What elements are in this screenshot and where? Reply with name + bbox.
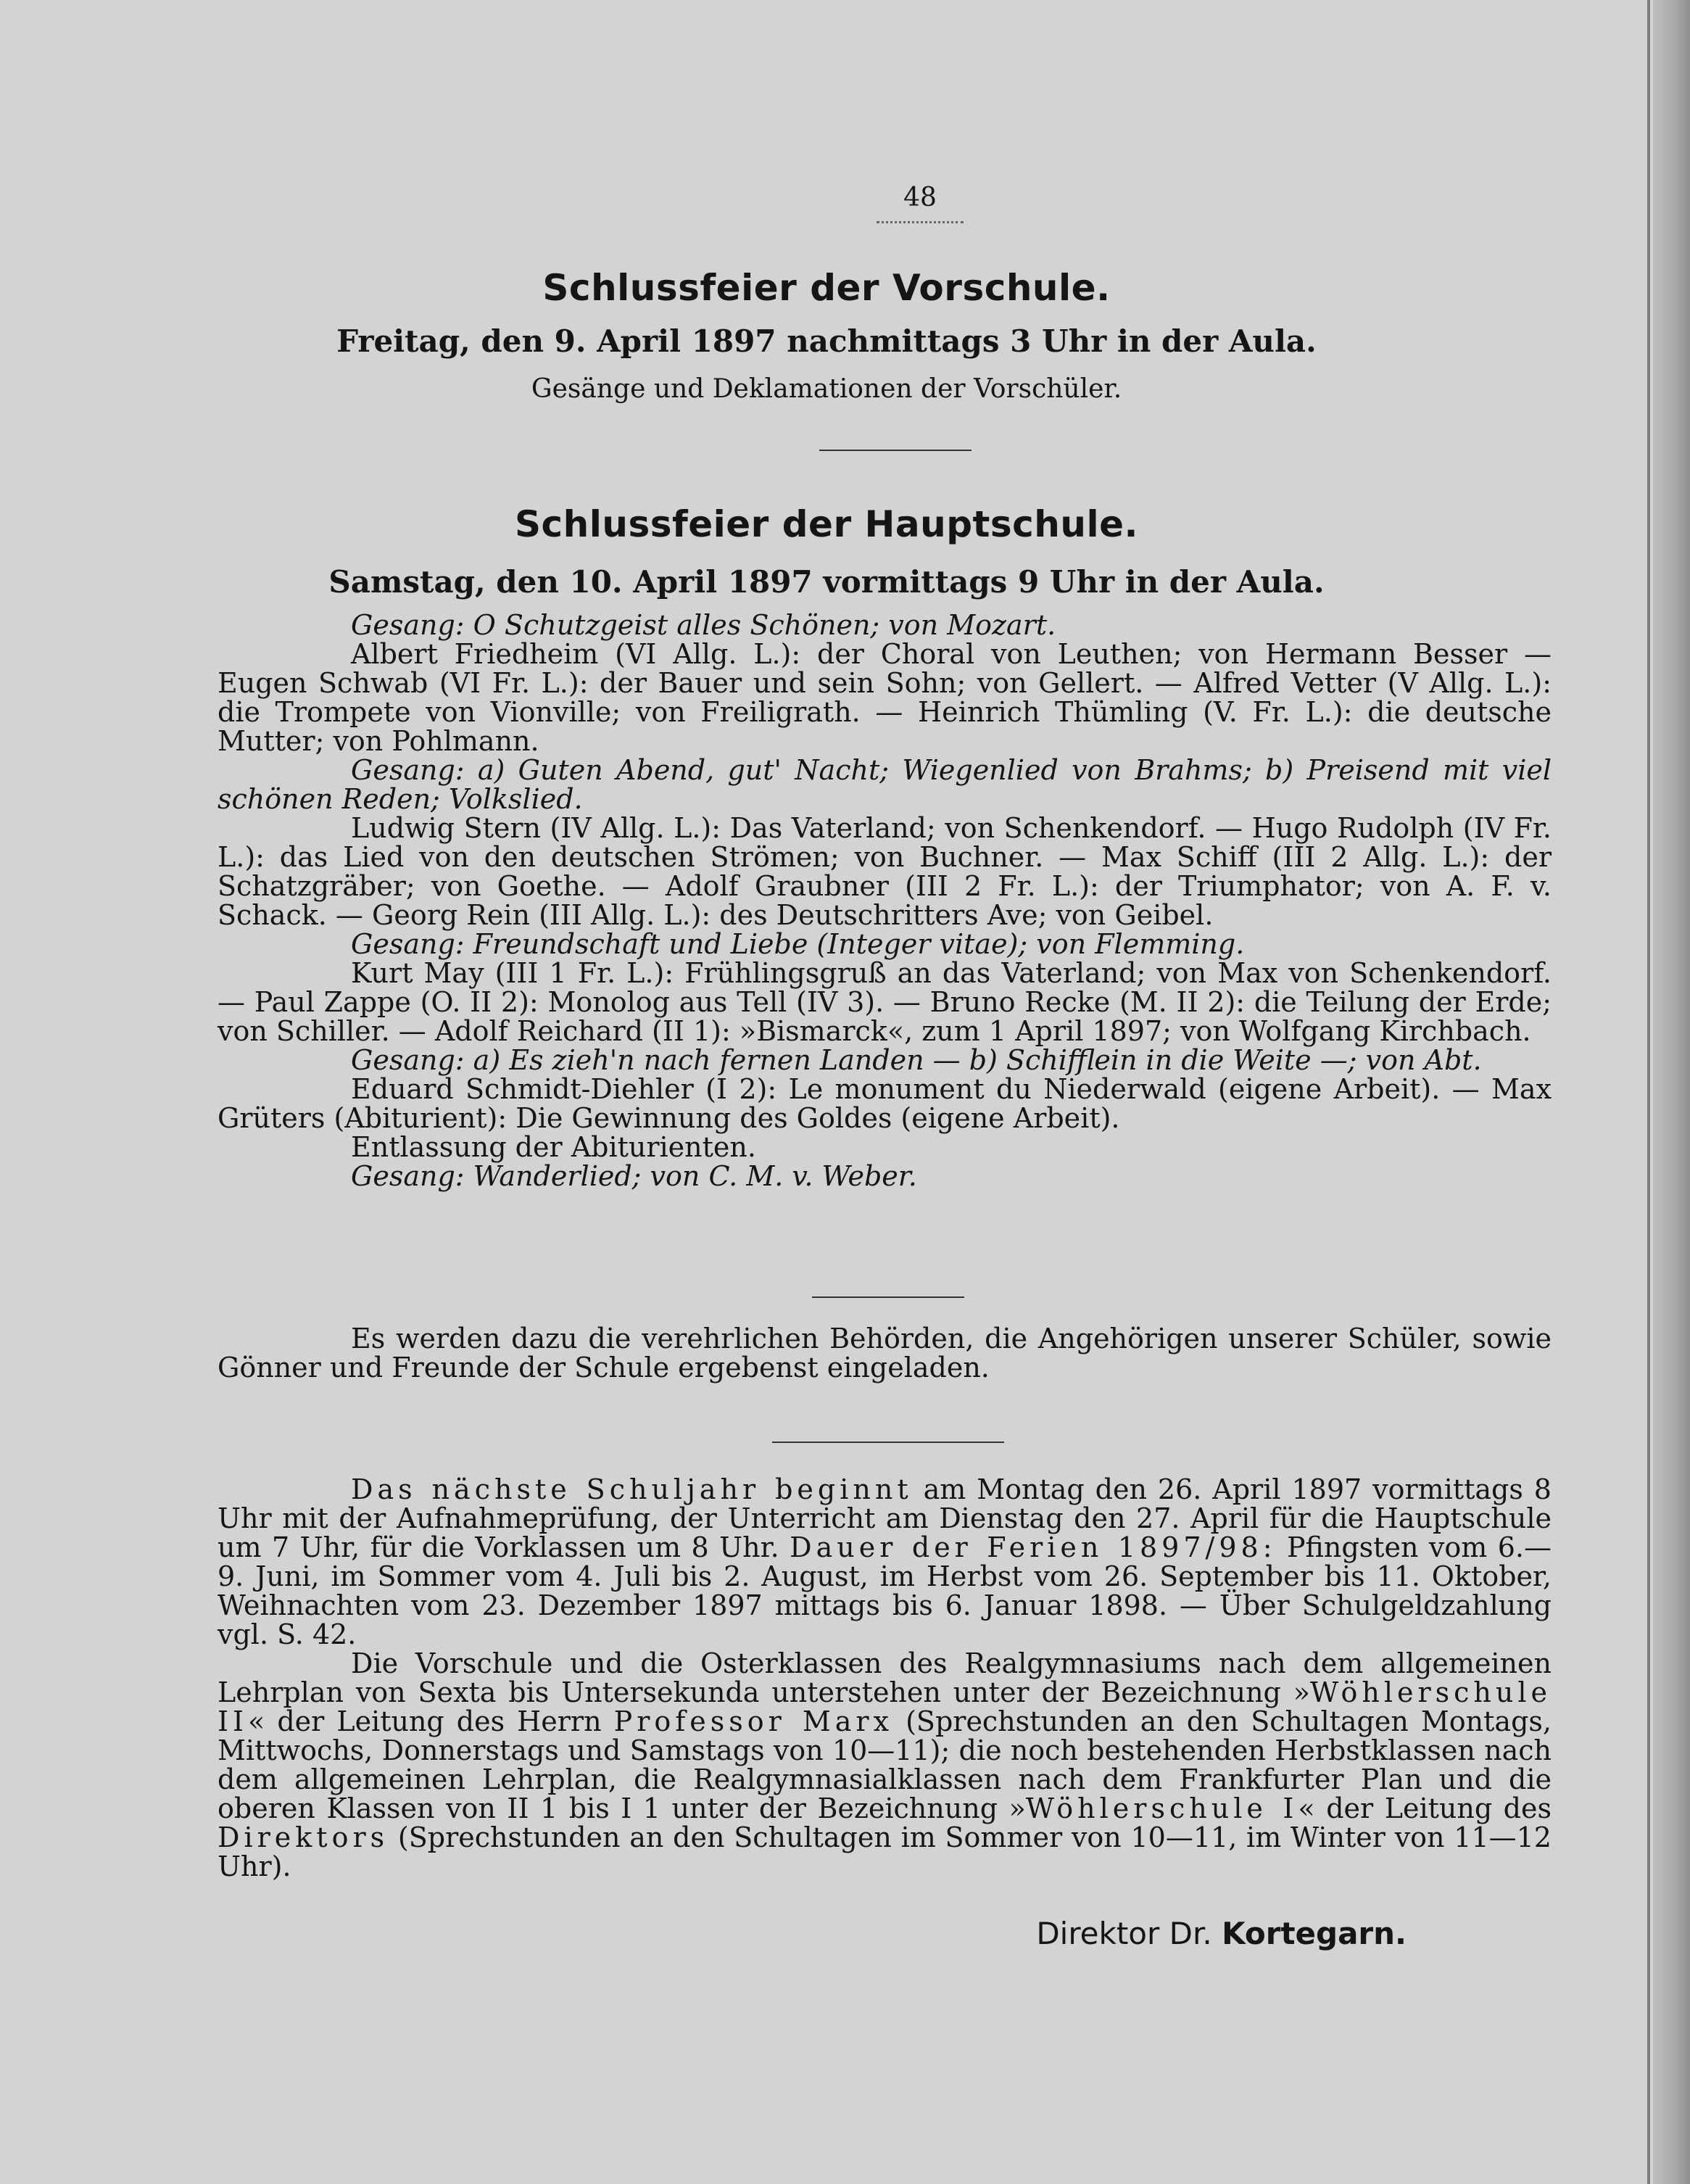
program-item: Gesang: O Schutzgeist alles Schönen; von Mozart. [351, 609, 1056, 641]
page-edge-line [1647, 0, 1650, 2184]
paragraph-text: Die Vorschule und die Osterklassen des Realgymnasiums nach dem allgemeinen Lehrplan von Sexta bis Untersekunda unterstehen unter der Bezeichnung » [218, 1647, 1552, 1708]
section-divider [772, 1441, 1004, 1443]
program-item: Gesang: a) Es zieh'n nach fernen Landen — b) Schifflein in die Weite —; von Abt. [351, 1044, 1482, 1076]
signature-name: Kortegarn. [1222, 1916, 1407, 1951]
page-number-ornament [877, 217, 964, 223]
paragraph-text: (Sprechstunden an den Schultagen Montags, Mittwochs, Donnerstags und Samstags von 10—11); die noch bestehenden Herbstklassen nach dem allgemeinen Lehrplan, die Realgymnasialklassen nach dem Frankfurter Plan und die oberen Klassen von II 1 bis I 1 unter der Bezeichnung » [218, 1705, 1552, 1824]
paragraph-text: am Montag den 26. April 1897 vormittags 8 Uhr mit der Aufnahmeprüfung, der Unterricht am Dienstag den 27. April für die Hauptschule um 7 Uhr, für die Vorklassen um 8 Uhr. [218, 1473, 1552, 1563]
schuljahr-paragraph [218, 1475, 1552, 1649]
program-item: Albert Friedheim (VI Allg. L.): der Choral von Leuthen; von Hermann Besser — Eugen Schwab (VI Fr. L.): der Bauer und sein Sohn; von Gellert. — Alfred Vetter (V Allg. L.): die Trompete von Vionville; von Freiligrath. — Heinrich Thümling (V. Fr. L.): die deutsche Mutter; von Pohlmann. [218, 638, 1552, 757]
program-item: Kurt May (III 1 Fr. L.): Frühlingsgruß an das Vaterland; von Max von Schenkendorf. — Paul Zappe (O. II 2): Monolog aus Tell (IV 3). — Bruno Recke (M. II 2): die Teilung der Erde; von Schiller. — Adolf Reichard (II 1): »Bismarck«, zum 1 April 1897; von Wolfgang Kirchbach. [218, 957, 1552, 1047]
emphasis-text: Professor Marx [613, 1705, 894, 1737]
organisation-paragraph [218, 1649, 1552, 1881]
paragraph-text: « der Leitung des [1298, 1792, 1552, 1824]
vorschule-title: Schlussfeier der Vorschule. [542, 267, 1111, 309]
emphasis-text: Dauer der Ferien 1897/98: [790, 1531, 1277, 1563]
section-divider [812, 1296, 964, 1298]
program-item: Gesang: Wanderlied; von C. M. v. Weber. [351, 1160, 917, 1192]
emphasis-text: Das nächste Schuljahr beginnt [351, 1473, 913, 1505]
hauptschule-program [218, 611, 1552, 1191]
page-edge [1653, 0, 1690, 2184]
section-divider [819, 450, 972, 451]
program-item: Ludwig Stern (IV Allg. L.): Das Vaterland; von Schenkendorf. — Hugo Rudolph (IV Fr. L.): das Lied von den deutschen Strömen; von Buchner. — Max Schiff (III 2 Allg. L.): der Schatzgräber; von Goethe. — Adolf Graubner (III 2 Fr. L.): der Triumphator; von A. F. v. Schack. — Georg Rein (III Allg. L.): des Deutschritters Ave; von Geibel. [218, 812, 1552, 931]
program-item: Gesang: a) Guten Abend, gut' Nacht; Wiegenlied von Brahms; b) Preisend mit viel schönen Reden; Volkslied. [218, 754, 1552, 815]
signature-prefix: Direktor Dr. [1036, 1916, 1212, 1951]
emphasis-text: Direktors [218, 1821, 389, 1853]
hauptschule-title: Schlussfeier der Hauptschule. [514, 503, 1139, 545]
hauptschule-date: Samstag, den 10. April 1897 vormittags 9 Uhr in der Aula. [328, 564, 1325, 600]
emphasis-text: Wöhlerschule I [1025, 1792, 1298, 1824]
paragraph-text: « der Leitung des Herrn [248, 1705, 602, 1737]
page-number: 48 [903, 183, 937, 212]
schuljahr-block [218, 1475, 1552, 1881]
emphasis-text: Wöhlerschule II [218, 1676, 1552, 1737]
program-item: Entlassung der Abiturienten. [351, 1131, 756, 1163]
vorschule-date: Freitag, den 9. April 1897 nachmittags 3 Uhr in der Aula. [336, 323, 1317, 359]
invitation-block [218, 1324, 1552, 1382]
signature [1036, 1916, 1407, 1951]
paragraph-text: Pfingsten vom 6.—9. Juni, im Sommer vom 4. Juli bis 2. August, im Herbst vom 26. September bis 11. Oktober, Weihnachten vom 23. Dezember 1897 mittags bis 6. Januar 1898. — Über Schulgeldzahlung vgl. S. 42. [218, 1531, 1552, 1650]
paragraph-text: (Sprechstunden an den Schultagen im Sommer von 10—11, im Winter von 11—12 Uhr). [218, 1821, 1552, 1882]
invitation-text: Es werden dazu die verehrlichen Behörden, die Angehörigen unserer Schüler, sowie Gönner und Freunde der Schule ergebenst eingeladen. [218, 1323, 1552, 1383]
vorschule-program: Gesänge und Deklamationen der Vorschüler. [531, 374, 1122, 404]
program-item: Gesang: Freundschaft und Liebe (Integer vitae); von Flemming. [351, 928, 1245, 960]
program-item: Eduard Schmidt-Diehler (I 2): Le monument du Niederwald (eigene Arbeit). — Max Grüters (Abiturient): Die Gewinnung des Goldes (eigene Arbeit). [218, 1073, 1552, 1134]
